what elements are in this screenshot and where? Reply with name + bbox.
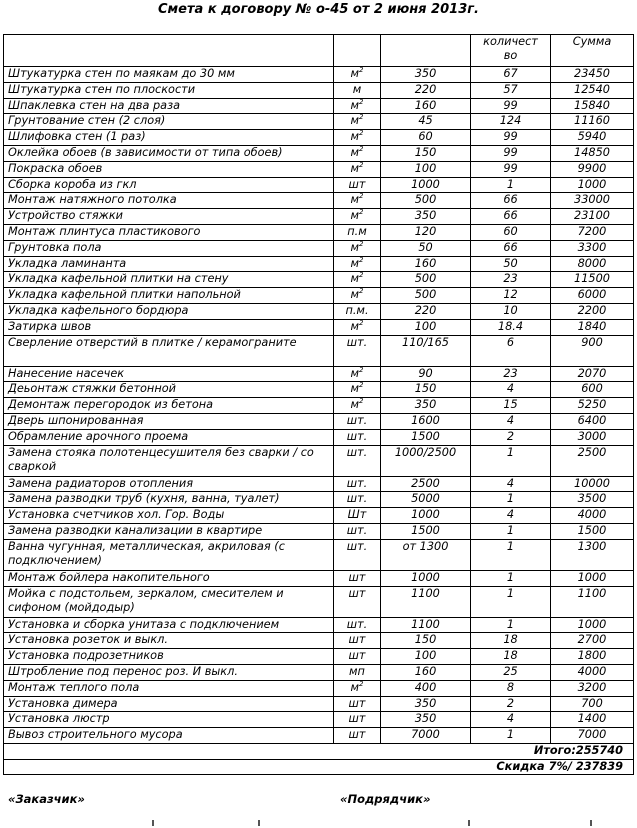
table-row [4,445,634,476]
row-unit: $м^2$ [334,67,381,83]
table-row [4,523,634,539]
row-unit: $м^2$ [334,272,381,288]
row-name: Монтаж плинтуса пластикового [4,224,334,240]
row-qty: 1 [471,539,551,570]
row-price: 100 [381,161,471,177]
row-name: Покраска обоев [4,161,334,177]
row-name: Монтаж теплого пола [4,680,334,696]
row-sum: 900 [551,335,634,366]
table-row [4,256,634,272]
row-unit: $м^2$ [334,193,381,209]
header-name [4,35,334,67]
row-sum: 8000 [551,256,634,272]
table-row [4,335,634,366]
row-unit: $м^2$ [334,288,381,304]
row-price: 500 [381,193,471,209]
row-qty: 12 [471,288,551,304]
row-name: Замена разводки канализации в квартире [4,523,334,539]
row-unit: п.м [334,224,381,240]
customer-signature-label: «Заказчик» [8,792,85,806]
row-name: Монтаж натяжного потолка [4,193,334,209]
row-unit: шт. [334,335,381,366]
row-name: Установка розеток и выкл. [4,633,334,649]
table-row [4,617,634,633]
row-unit: шт. [334,492,381,508]
row-price: 120 [381,224,471,240]
row-price: 220 [381,82,471,98]
table-row [4,413,634,429]
row-price: 350 [381,398,471,414]
row-name: Грунтование стен (2 слоя) [4,114,334,130]
table-row [4,633,634,649]
row-price: 150 [381,145,471,161]
row-unit: шт. [334,476,381,492]
row-sum: 9900 [551,161,634,177]
row-price: 90 [381,366,471,382]
table-row [4,508,634,524]
row-name: Замена разводки труб (кухня, ванна, туалет) [4,492,334,508]
row-sum: 1800 [551,649,634,665]
row-name: Укладка ламинанта [4,256,334,272]
row-sum: 10000 [551,476,634,492]
table-row [4,680,634,696]
row-sum: 3500 [551,492,634,508]
table-row [4,649,634,665]
row-price: 500 [381,272,471,288]
row-qty: 124 [471,114,551,130]
row-sum: 23450 [551,67,634,83]
row-price: 45 [381,114,471,130]
row-price: 5000 [381,492,471,508]
row-price: 500 [381,288,471,304]
row-price: 1500 [381,523,471,539]
row-qty: 50 [471,256,551,272]
row-qty: 6 [471,335,551,366]
row-unit: п.м. [334,303,381,319]
row-price: 150 [381,633,471,649]
discount-value: Скидка 7%/ 237839 [4,759,634,775]
row-name: Монтаж бойлера накопительного [4,570,334,586]
row-sum: 33000 [551,193,634,209]
row-qty: 66 [471,209,551,225]
row-unit: $м^2$ [334,319,381,335]
total-value: Итого:255740 [4,743,634,759]
row-price: 110/165 [381,335,471,366]
table-row [4,272,634,288]
row-sum: 11160 [551,114,634,130]
row-unit: $м^2$ [334,145,381,161]
row-price: 1100 [381,617,471,633]
row-qty: 15 [471,398,551,414]
row-name: Замена радиаторов отопления [4,476,334,492]
row-sum: 2200 [551,303,634,319]
row-name: Штукатурка стен по плоскости [4,82,334,98]
row-unit: шт [334,649,381,665]
row-qty: 1 [471,570,551,586]
header-unit [334,35,381,67]
row-unit: шт. [334,429,381,445]
row-sum: 700 [551,696,634,712]
row-qty: 10 [471,303,551,319]
row-unit: шт. [334,539,381,570]
row-price: 1500 [381,429,471,445]
row-name: Замена стояка полотенцесушителя без сварки / со сваркой [4,445,334,476]
row-qty: 99 [471,98,551,114]
row-sum: 6400 [551,413,634,429]
row-unit: $м^2$ [334,161,381,177]
row-qty: 99 [471,145,551,161]
table-row [4,209,634,225]
row-sum: 3300 [551,240,634,256]
row-qty: 66 [471,193,551,209]
row-qty: 23 [471,366,551,382]
table-row [4,161,634,177]
row-unit: шт. [334,523,381,539]
row-unit: шт. [334,445,381,476]
header-price [381,35,471,67]
table-row [4,382,634,398]
row-sum: 1100 [551,586,634,617]
row-qty: 1 [471,445,551,476]
row-name: Установка и сборка унитаза с подключением [4,617,334,633]
table-row [4,130,634,146]
row-qty: 4 [471,413,551,429]
row-unit: шт [334,728,381,744]
row-name: Установка димера [4,696,334,712]
row-qty: 99 [471,130,551,146]
table-row [4,145,634,161]
row-name: Грунтовка пола [4,240,334,256]
row-name: Укладка кафельного бордюра [4,303,334,319]
row-unit: $м^2$ [334,366,381,382]
row-qty: 66 [471,240,551,256]
row-qty: 8 [471,680,551,696]
row-sum: 3200 [551,680,634,696]
row-price: 350 [381,712,471,728]
row-price: 160 [381,98,471,114]
row-qty: 57 [471,82,551,98]
row-price: 1100 [381,586,471,617]
table-row [4,728,634,744]
row-sum: 1000 [551,177,634,193]
row-unit: шт. [334,617,381,633]
row-sum: 12540 [551,82,634,98]
table-row [4,398,634,414]
row-sum: 7000 [551,728,634,744]
row-price: 220 [381,303,471,319]
row-sum: 600 [551,382,634,398]
row-name: Устройство стяжки [4,209,334,225]
row-sum: 4000 [551,664,634,680]
row-unit: $м^2$ [334,680,381,696]
row-name: Шпаклевка стен на два раза [4,98,334,114]
row-name: Мойка с подстольем, зеркалом, смесителем и сифоном (мойдодыр) [4,586,334,617]
table-row [4,319,634,335]
row-qty: 99 [471,161,551,177]
row-name: Укладка кафельной плитки напольной [4,288,334,304]
row-qty: 1 [471,728,551,744]
row-sum: 4000 [551,508,634,524]
row-price: 1000 [381,508,471,524]
contractor-signature-label: «Подрядчик» [340,792,431,806]
row-unit: шт [334,696,381,712]
row-unit: м [334,82,381,98]
row-unit: $м^2$ [334,256,381,272]
row-price: 1600 [381,413,471,429]
row-name: Штукатурка стен по маякам до 30 мм [4,67,334,83]
row-sum: 2700 [551,633,634,649]
row-qty: 60 [471,224,551,240]
row-name: Ванна чугунная, металлическая, акриловая (с подключением) [4,539,334,570]
row-name: Установка люстр [4,712,334,728]
row-price: 100 [381,649,471,665]
table-row [4,492,634,508]
row-price: 160 [381,664,471,680]
table-row [4,98,634,114]
row-unit: шт [334,633,381,649]
table-row [4,240,634,256]
row-sum: 2500 [551,445,634,476]
row-name: Вывоз строительного мусора [4,728,334,744]
row-price: 2500 [381,476,471,492]
table-row [4,429,634,445]
row-name: Сверление отверстий в плитке / керамограните [4,335,334,366]
row-qty: 1 [471,617,551,633]
row-qty: 23 [471,272,551,288]
row-sum: 2070 [551,366,634,382]
row-name: Нанесение насечек [4,366,334,382]
row-sum: 14850 [551,145,634,161]
row-qty: 1 [471,177,551,193]
table-row [4,539,634,570]
table-header-row [4,35,634,67]
row-qty: 67 [471,67,551,83]
row-name: Укладка кафельной плитки на стену [4,272,334,288]
table-row [4,303,634,319]
row-unit: $м^2$ [334,240,381,256]
estimate-table [3,34,634,775]
row-price: 350 [381,209,471,225]
row-price: 350 [381,67,471,83]
row-price: 60 [381,130,471,146]
row-price: 50 [381,240,471,256]
row-sum: 11500 [551,272,634,288]
row-qty: 2 [471,429,551,445]
row-sum: 5940 [551,130,634,146]
table-row [4,224,634,240]
row-sum: 3000 [551,429,634,445]
signature-line-marks [0,820,637,828]
row-qty: 1 [471,586,551,617]
row-name: Установка счетчиков хол. Гор. Воды [4,508,334,524]
row-name: Штробление под перенос роз. И выкл. [4,664,334,680]
row-price: 350 [381,696,471,712]
row-sum: 1300 [551,539,634,570]
table-row [4,177,634,193]
table-row [4,664,634,680]
header-sum: Сумма [551,35,634,67]
table-row [4,366,634,382]
row-qty: 1 [471,523,551,539]
row-sum: 6000 [551,288,634,304]
page-title: Смета к договору № о-45 от 2 июня 2013г. [158,2,479,17]
table-row [4,586,634,617]
row-sum: 1840 [551,319,634,335]
row-unit: $м^2$ [334,130,381,146]
row-price: 1000/2500 [381,445,471,476]
table-row [4,193,634,209]
table-row [4,114,634,130]
row-unit: шт [334,177,381,193]
row-qty: 18 [471,633,551,649]
row-qty: 4 [471,508,551,524]
row-name: Оклейка обоев (в зависимости от типа обоев) [4,145,334,161]
row-unit: шт. [334,413,381,429]
row-unit: шт [334,712,381,728]
row-sum: 23100 [551,209,634,225]
row-sum: 7200 [551,224,634,240]
row-price: 100 [381,319,471,335]
table-row [4,476,634,492]
row-sum: 1000 [551,570,634,586]
row-sum: 1500 [551,523,634,539]
row-qty: 1 [471,492,551,508]
row-unit: $м^2$ [334,398,381,414]
row-name: Деьонтаж стяжки бетонной [4,382,334,398]
row-qty: 4 [471,476,551,492]
row-price: от 1300 [381,539,471,570]
row-sum: 1400 [551,712,634,728]
row-sum: 1000 [551,617,634,633]
row-qty: 4 [471,382,551,398]
row-qty: 4 [471,712,551,728]
table-row [4,288,634,304]
row-unit: шт [334,570,381,586]
row-sum: 5250 [551,398,634,414]
row-qty: 18.4 [471,319,551,335]
row-price: 160 [381,256,471,272]
row-name: Установка подрозетников [4,649,334,665]
row-name: Шлифовка стен (1 раз) [4,130,334,146]
row-unit: $м^2$ [334,98,381,114]
row-price: 7000 [381,728,471,744]
table-row [4,696,634,712]
row-unit: мп [334,664,381,680]
row-qty: 25 [471,664,551,680]
row-name: Демонтаж перегородок из бетона [4,398,334,414]
row-name: Дверь шпонированная [4,413,334,429]
row-price: 1000 [381,570,471,586]
row-price: 150 [381,382,471,398]
row-name: Затирка швов [4,319,334,335]
row-unit: $м^2$ [334,209,381,225]
header-qty: количест во [471,35,551,67]
total-row [4,743,634,759]
row-sum: 15840 [551,98,634,114]
row-unit: $м^2$ [334,382,381,398]
row-qty: 18 [471,649,551,665]
table-row [4,67,634,83]
table-row [4,712,634,728]
row-price: 400 [381,680,471,696]
table-row [4,82,634,98]
row-name: Сборка короба из гкл [4,177,334,193]
row-qty: 2 [471,696,551,712]
discount-row [4,759,634,775]
table-row [4,570,634,586]
row-price: 1000 [381,177,471,193]
row-name: Обрамление арочного проема [4,429,334,445]
row-unit: шт [334,586,381,617]
row-unit: Шт [334,508,381,524]
row-unit: $м^2$ [334,114,381,130]
